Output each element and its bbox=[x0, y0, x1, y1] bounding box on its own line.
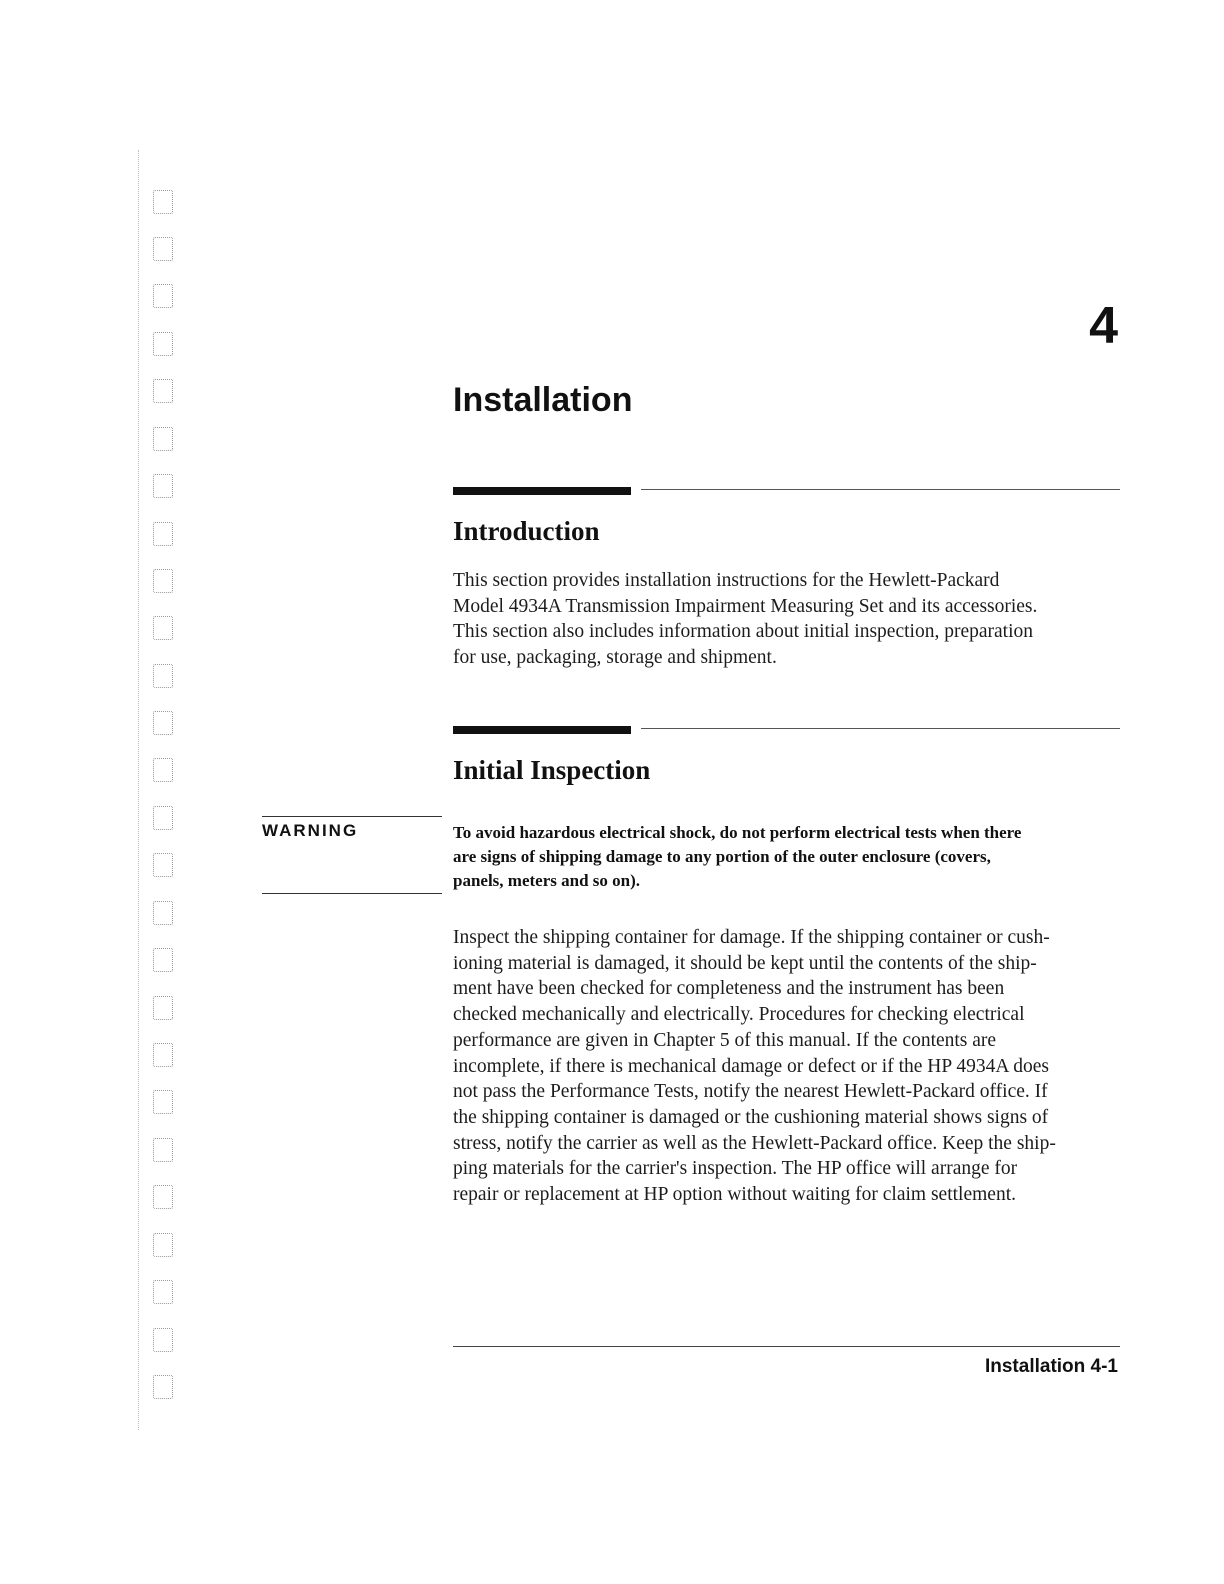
binder-hole-icon bbox=[153, 806, 173, 830]
footer-rule bbox=[453, 1346, 1120, 1347]
paragraph-line: repair or replacement at HP option without waiting for claim settlement. bbox=[453, 1184, 1016, 1206]
binder-hole-icon bbox=[153, 1043, 173, 1067]
binder-hole-icon bbox=[153, 1138, 173, 1162]
warning-line: To avoid hazardous electrical shock, do not perform electrical tests when there bbox=[453, 823, 1022, 842]
binder-hole-icon bbox=[153, 427, 173, 451]
binder-hole-icon bbox=[153, 1185, 173, 1209]
inspection-paragraph bbox=[453, 925, 1123, 1208]
binder-hole-icon bbox=[153, 1280, 173, 1304]
paragraph-line: incomplete, if there is mechanical damage or defect or if the HP 4934A does bbox=[453, 1055, 1049, 1077]
introduction-paragraph bbox=[453, 568, 1123, 671]
binder-hole-icon bbox=[153, 332, 173, 356]
section-heading-introduction: Introduction bbox=[453, 516, 600, 546]
paragraph-line: This section provides installation instructions for the Hewlett-Packard bbox=[453, 570, 1000, 591]
paragraph-line: checked mechanically and electrically. Procedures for checking electrical bbox=[453, 1004, 1025, 1026]
binder-hole-icon bbox=[153, 1328, 173, 1352]
warning-rule-bottom bbox=[262, 893, 442, 894]
paragraph-line: Inspect the shipping container for damage. If the shipping container or cush- bbox=[453, 927, 1050, 948]
chapter-number: 4 bbox=[1089, 297, 1118, 355]
binder-hole-icon bbox=[153, 522, 173, 546]
binder-hole-icon bbox=[153, 758, 173, 782]
binder-hole-icon bbox=[153, 284, 173, 308]
binder-hole-icon bbox=[153, 664, 173, 688]
paragraph-line: Model 4934A Transmission Impairment Measuring Set and its accessories. bbox=[453, 595, 1038, 617]
paragraph-line: stress, notify the carrier as well as the Hewlett-Packard office. Keep the ship- bbox=[453, 1132, 1056, 1154]
warning-text bbox=[453, 821, 1133, 893]
binder-hole-icon bbox=[153, 237, 173, 261]
binder-hole-icon bbox=[153, 1233, 173, 1257]
section-heading-initial-inspection: Initial Inspection bbox=[453, 755, 651, 785]
binder-hole-icon bbox=[153, 1375, 173, 1399]
warning-label: WARNING bbox=[262, 821, 359, 840]
binder-hole-icon bbox=[153, 996, 173, 1020]
paragraph-line: performance are given in Chapter 5 of this manual. If the contents are bbox=[453, 1029, 997, 1051]
paragraph-line: the shipping container is damaged or the cushioning material shows signs of bbox=[453, 1106, 1049, 1128]
paragraph-line: This section also includes information about initial inspection, preparation bbox=[453, 621, 1033, 643]
binder-hole-icon bbox=[153, 1090, 173, 1114]
warning-line: are signs of shipping damage to any portion of the outer enclosure (covers, bbox=[453, 847, 991, 866]
page-footer-label: Installation 4-1 bbox=[984, 1356, 1118, 1377]
binder-hole-icon bbox=[153, 474, 173, 498]
binder-hole-icon bbox=[153, 853, 173, 877]
paragraph-line: ping materials for the carrier's inspection. The HP office will arrange for bbox=[453, 1158, 1018, 1180]
section-rule-thick bbox=[453, 487, 631, 495]
binder-hole-icon bbox=[153, 616, 173, 640]
binder-margin bbox=[136, 150, 196, 1430]
binder-hole-icon bbox=[153, 569, 173, 593]
paragraph-line: for use, packaging, storage and shipment. bbox=[453, 647, 777, 669]
section-rule-thin bbox=[641, 489, 1120, 490]
section-rule-thick bbox=[453, 726, 631, 734]
binder-hole-icon bbox=[153, 711, 173, 735]
binder-edge-line bbox=[138, 150, 139, 1430]
binder-hole-icon bbox=[153, 901, 173, 925]
paragraph-line: ioning material is damaged, it should be kept until the contents of the ship- bbox=[453, 952, 1037, 974]
paragraph-line: ment have been checked for completeness and the instrument has been bbox=[453, 978, 1005, 1000]
chapter-title: Installation bbox=[453, 381, 633, 419]
warning-line: panels, meters and so on). bbox=[453, 871, 641, 890]
binder-hole-icon bbox=[153, 948, 173, 972]
binder-hole-icon bbox=[153, 190, 173, 214]
binder-hole-icon bbox=[153, 379, 173, 403]
warning-rule-top bbox=[262, 816, 442, 817]
section-rule-thin bbox=[641, 728, 1120, 729]
paragraph-line: not pass the Performance Tests, notify the nearest Hewlett-Packard office. If bbox=[453, 1081, 1048, 1103]
